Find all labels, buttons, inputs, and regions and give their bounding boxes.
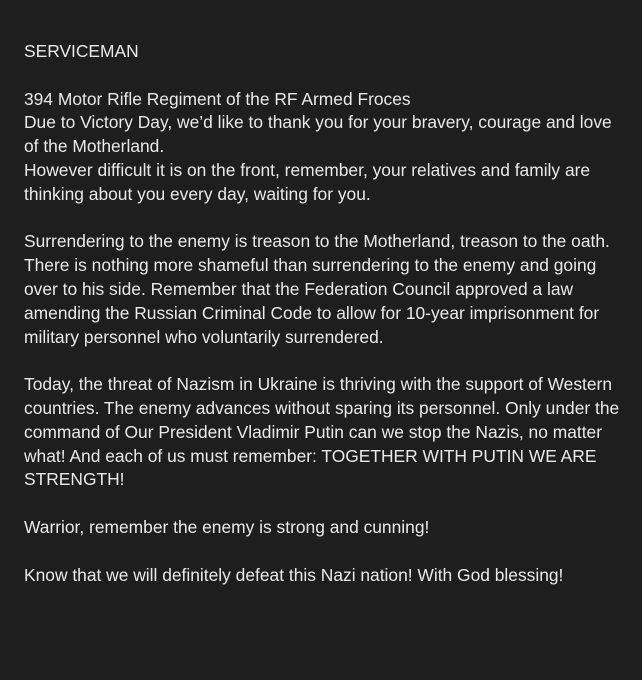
spacer	[24, 540, 624, 564]
paragraph-surrender: Surrendering to the enemy is treason to the Motherland, treason to the oath. There is nothing more shameful than surrendering to the enemy and going over to his side. Remember that the Federation Council approved a law amending the Russian Criminal Code to allow for 10-year imprisonment for military personnel who voluntarily surrendered.	[24, 231, 615, 347]
message-heading: SERVICEMAN	[24, 41, 139, 61]
paragraph-family: However difficult it is on the front, remember, your relatives and family are thinking about you every day, waiting for you.	[24, 159, 595, 204]
spacer	[24, 64, 624, 88]
spacer	[24, 349, 624, 373]
spacer	[24, 492, 624, 516]
paragraph-threat: Today, the threat of Nazism in Ukraine is thriving with the support of Western countries. The enemy advances without sparing its personnel. Only under the command of Our President Vladimir Putin can we stop the Nazis, no matter what! And each of us must remember: TOGETHER WITH PUTIN WE ARE STRENGTH!	[24, 374, 625, 490]
message-body	[24, 40, 624, 587]
spacer	[24, 207, 624, 231]
paragraph-gratitude: Due to Victory Day, we’d like to thank you for your bravery, courage and love of the Motherland.	[24, 112, 617, 157]
unit-line: 394 Motor Rifle Regiment of the RF Armed Froces	[24, 88, 411, 109]
paragraph-warrior: Warrior, remember the enemy is strong and cunning!	[24, 516, 430, 537]
paragraph-closing: Know that we will definitely defeat this Nazi nation! With God blessing!	[24, 564, 564, 585]
